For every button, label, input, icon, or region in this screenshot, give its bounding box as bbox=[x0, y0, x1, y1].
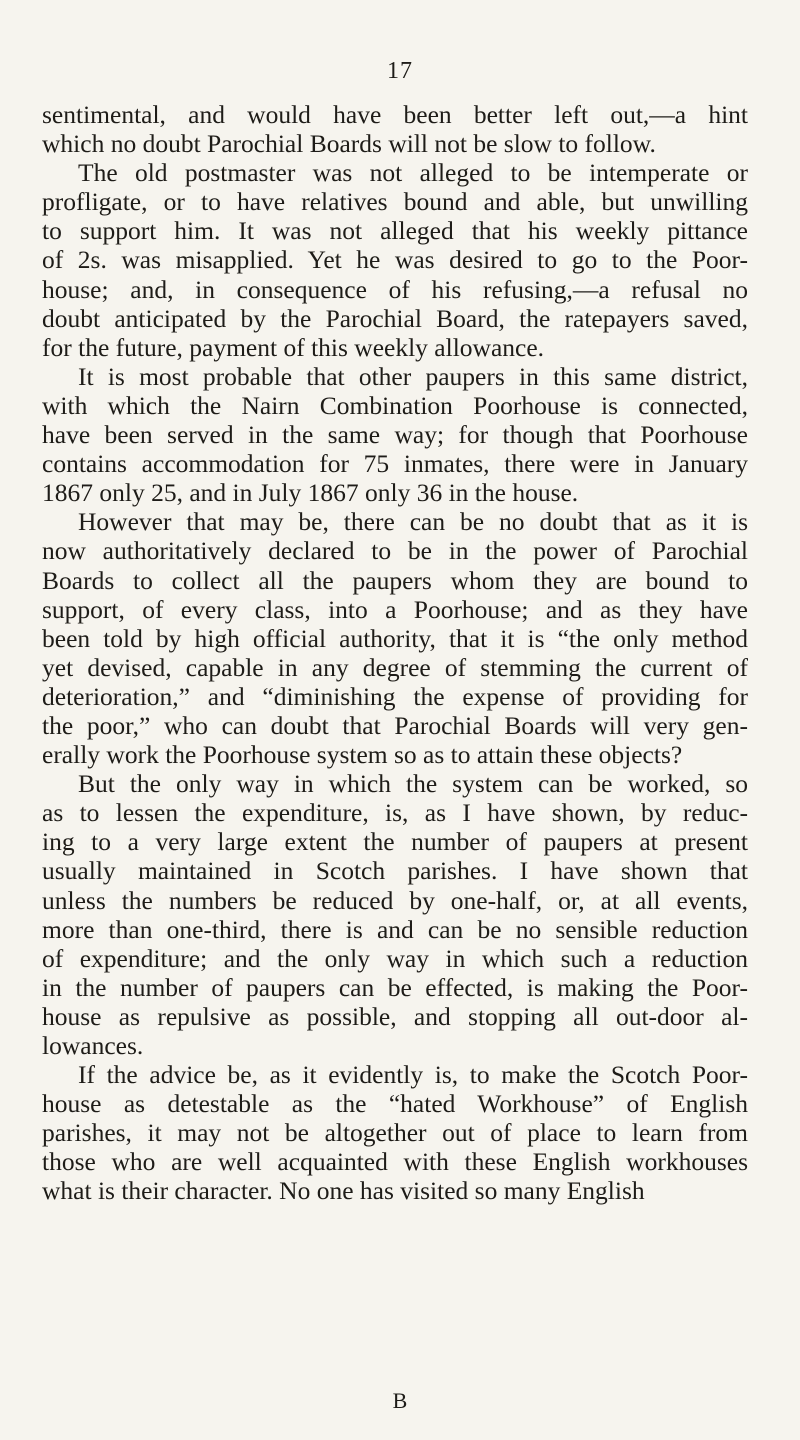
paragraph bbox=[42, 100, 748, 158]
text-line: now authoritatively declared to be in the power of Parochial bbox=[42, 536, 748, 566]
paragraph bbox=[42, 362, 748, 507]
text-line: been told by high official authority, that it is “the only method bbox=[42, 623, 748, 653]
paragraph bbox=[42, 507, 748, 769]
paragraph bbox=[42, 769, 748, 1060]
text-line: lowances. bbox=[42, 1031, 144, 1060]
text-line: as to lessen the expenditure, is, as I have shown, by reduc- bbox=[42, 798, 748, 828]
text-line: However that may be, there can be no doubt that as it is bbox=[78, 507, 748, 537]
text-line: of 2s. was misapplied. Yet he was desired to go to the Poor- bbox=[42, 245, 748, 275]
text-line: house as detestable as the “hated Workhouse” of English bbox=[42, 1089, 748, 1119]
text-line: usually maintained in Scotch parishes. I have shown that bbox=[42, 856, 748, 886]
text-line: contains accommodation for 75 inmates, there were in January bbox=[42, 449, 748, 479]
text-line: sentimental, and would have been better left out,—a hint bbox=[42, 100, 748, 129]
text-line: parishes, it may not be altogether out of place to learn from bbox=[42, 1118, 748, 1148]
text-line: ing to a very large extent the number of paupers at present bbox=[42, 827, 748, 857]
text-line: support, of every class, into a Poorhouse; and as they have bbox=[42, 594, 748, 624]
text-line: those who are well acquainted with these English workhouses bbox=[42, 1147, 748, 1177]
page-number: 17 bbox=[387, 58, 413, 84]
text-line: for the future, payment of this weekly allowance. bbox=[42, 332, 545, 362]
text-line: The old postmaster was not alleged to be intemperate or bbox=[78, 158, 748, 188]
text-line: It is most probable that other paupers in this same district, bbox=[78, 361, 748, 391]
text-line: have been served in the same way; for though that Poorhouse bbox=[42, 420, 748, 450]
text-line: which no doubt Parochial Boards will not be slow to follow. bbox=[42, 129, 656, 159]
text-line: 1867 only 25, and in July 1867 only 36 in the house. bbox=[42, 478, 579, 508]
text-line: of expenditure; and the only way in which such a reduction bbox=[42, 943, 748, 973]
paragraph bbox=[42, 1060, 748, 1205]
paragraph bbox=[42, 158, 748, 362]
text-line: in the number of paupers can be effected, is making the Poor- bbox=[42, 972, 748, 1002]
text-line: Boards to collect all the paupers whom they are bound to bbox=[42, 565, 748, 595]
signature-mark: B bbox=[392, 1388, 408, 1413]
text-line: more than one-third, there is and can be no sensible reduction bbox=[42, 914, 748, 944]
text-line: what is their character. No one has visited so many English bbox=[42, 1176, 645, 1206]
body-text bbox=[42, 100, 748, 1206]
text-line: unless the numbers be reduced by one-half, or, at all events, bbox=[42, 885, 748, 915]
text-line: the poor,” who can doubt that Parochial Boards will very gen- bbox=[42, 710, 748, 740]
text-line: doubt anticipated by the Parochial Board, the ratepayers saved, bbox=[42, 303, 748, 333]
text-line: If the advice be, as it evidently is, to make the Scotch Poor- bbox=[78, 1060, 748, 1090]
text-line: yet devised, capable in any degree of stemming the current of bbox=[42, 652, 748, 682]
text-line: with which the Nairn Combination Poorhouse is connected, bbox=[42, 390, 748, 420]
text-line: to support him. It was not alleged that his weekly pittance bbox=[42, 216, 748, 246]
text-line: erally work the Poorhouse system so as to attain these objects? bbox=[42, 740, 683, 770]
text-line: But the only way in which the system can be worked, so bbox=[78, 769, 748, 799]
text-line: house as repulsive as possible, and stopping all out-door al- bbox=[42, 1001, 748, 1031]
text-line: profligate, or to have relatives bound and able, but unwilling bbox=[42, 187, 748, 217]
text-line: deterioration,” and “diminishing the expense of providing for bbox=[42, 681, 748, 711]
text-line: house; and, in consequence of his refusing,—a refusal no bbox=[42, 274, 748, 304]
